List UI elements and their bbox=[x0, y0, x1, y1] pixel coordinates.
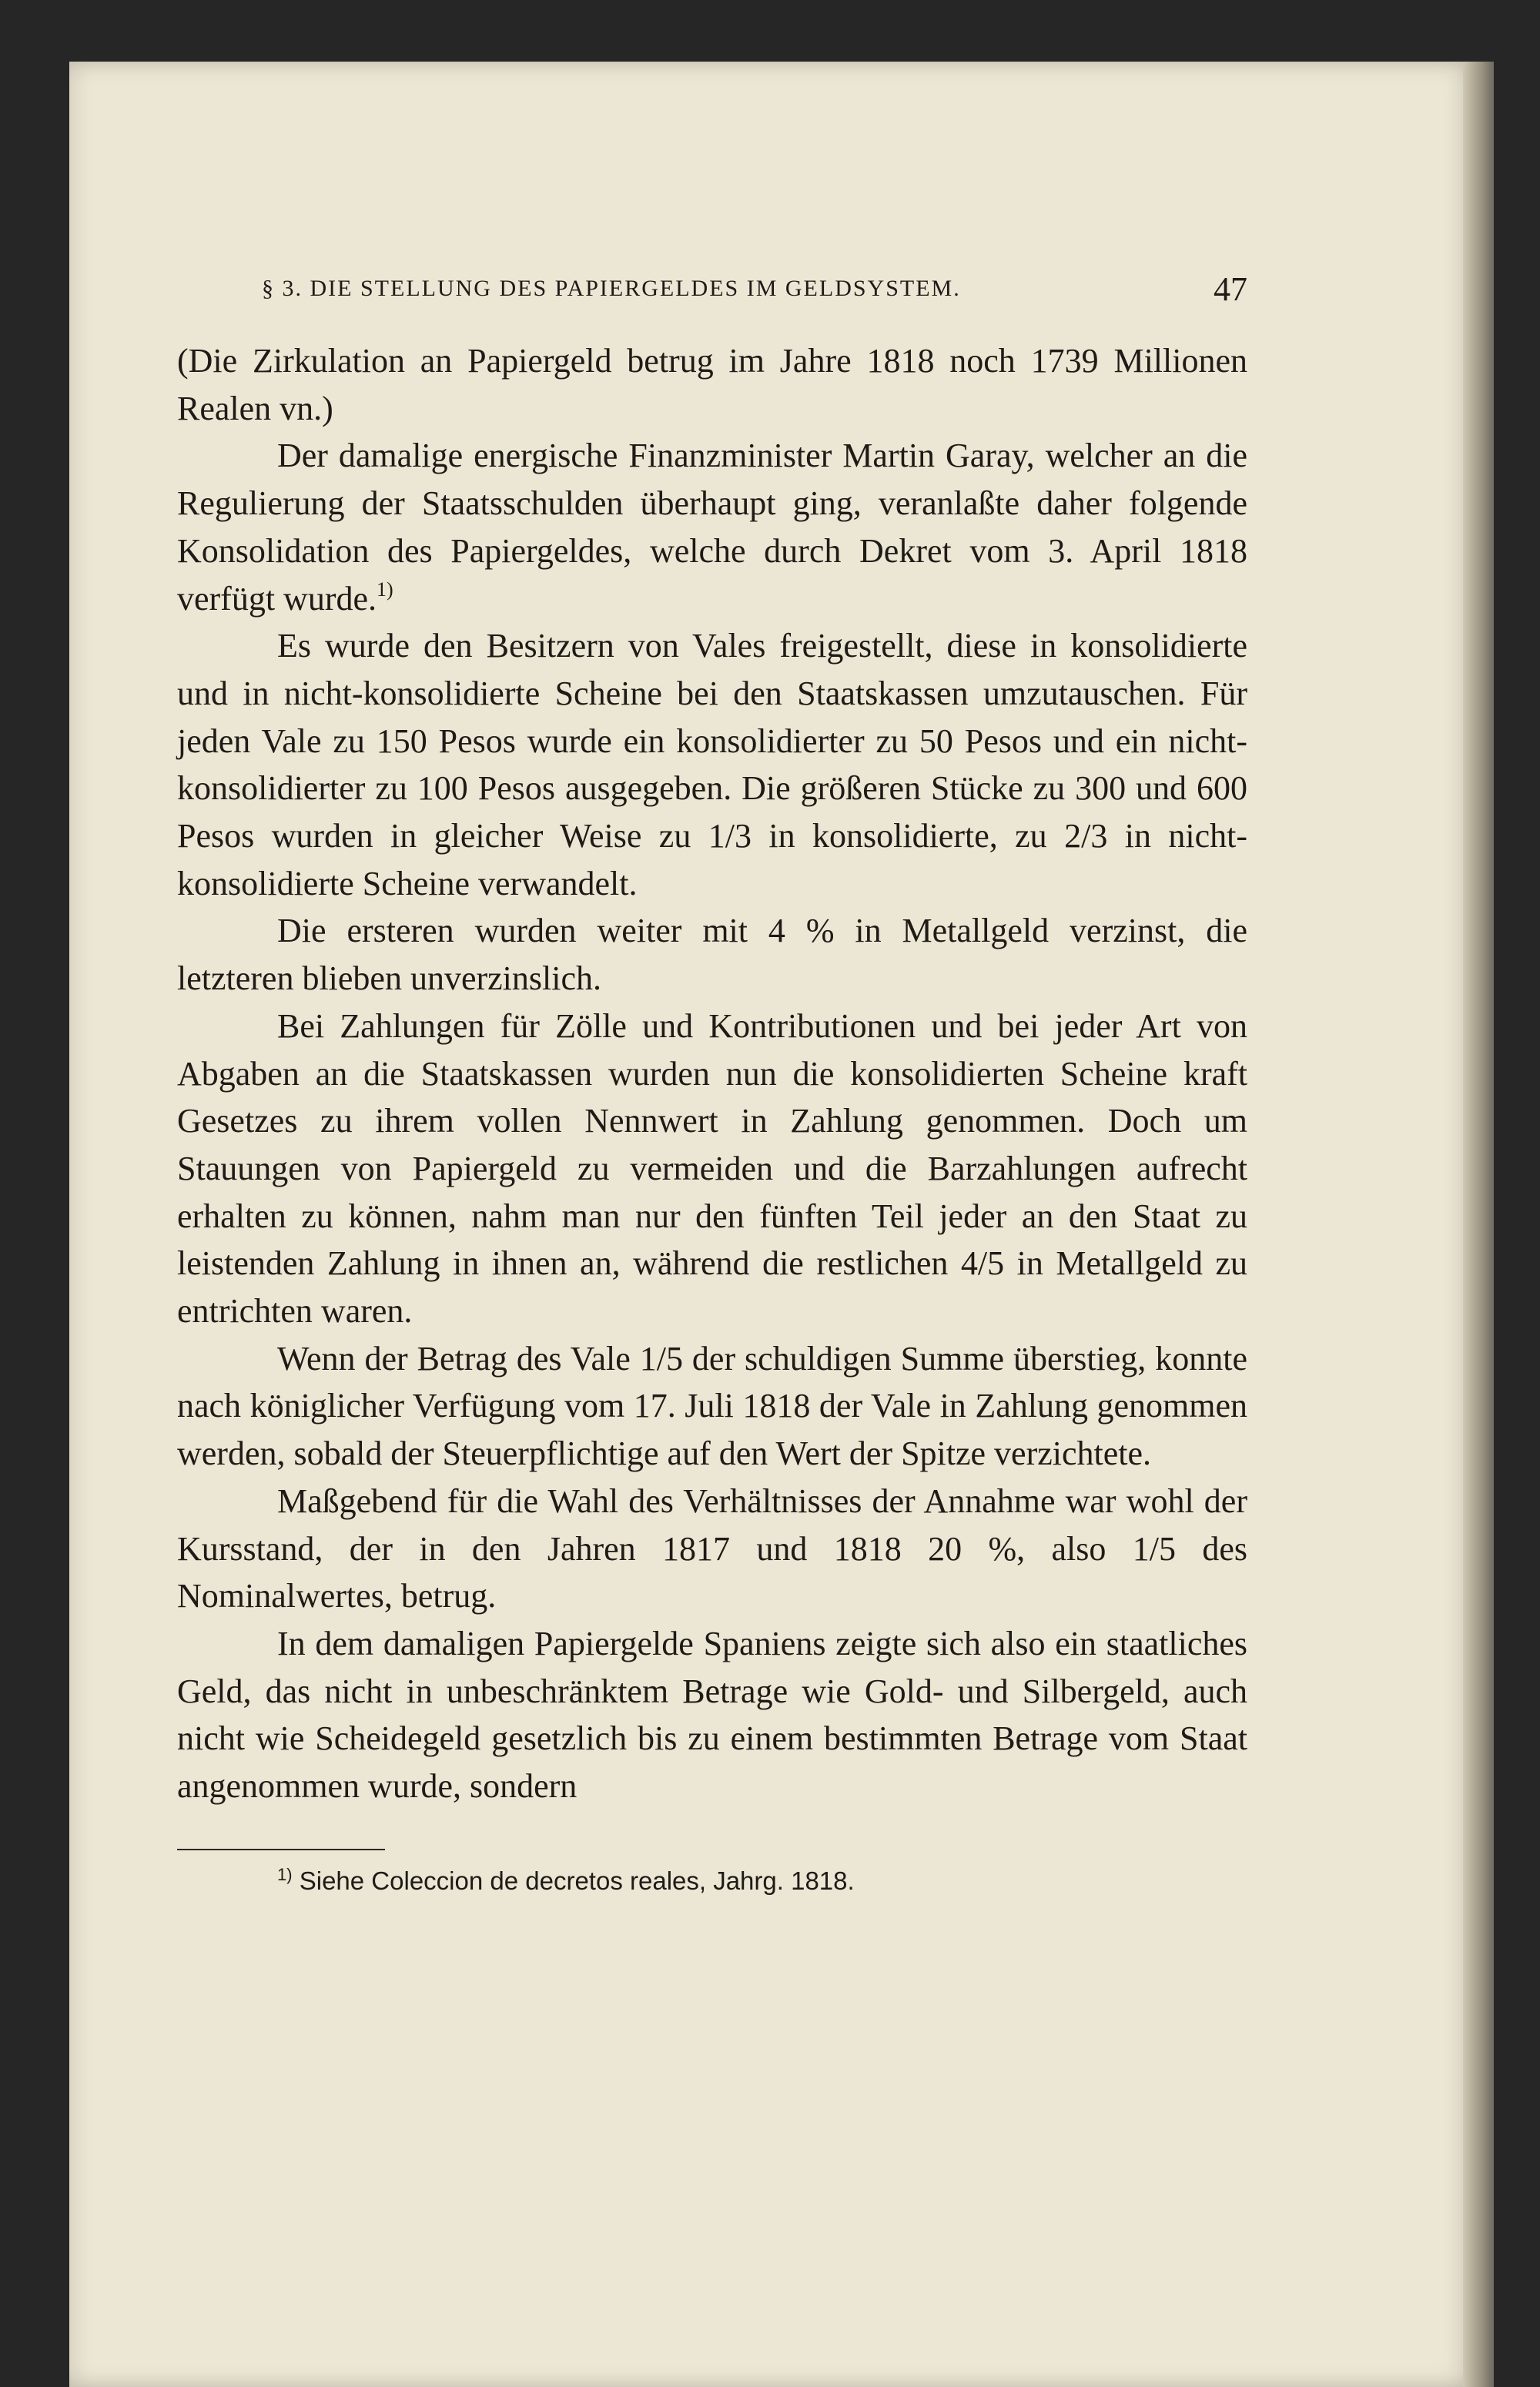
paragraph: Die ersteren wurden weiter mit 4 % in Metallgeld verzinst, die letzteren blieben unverzinslich. bbox=[177, 912, 1247, 998]
body-text bbox=[177, 337, 1247, 1810]
paragraph: Wenn der Betrag des Vale 1/5 der schuldigen Summe überstieg, konnte nach königlicher Verfügung vom 17. Juli 1818 der Vale in Zahlung genommen werden, sobald der Steuerpflichtige auf den Wert der Spitze verzichtete. bbox=[177, 1339, 1247, 1473]
paragraph: Es wurde den Besitzern von Vales freigestellt, diese in konsolidierte und in nicht-konsolidierte Scheine bei den Staatskassen umzutauschen. Für jeden Vale zu 150 Pesos wurde ein konsolidierter zu 50 Pesos und ein nicht-konsolidierter zu 100 Pesos ausgegeben. Die größeren Stücke zu 300 und 600 Pesos wurden in gleicher Weise zu 1/3 in konsolidierte, zu 2/3 in nicht-konsolidierte Scheine verwandelt. bbox=[177, 627, 1247, 902]
paragraph bbox=[177, 432, 1247, 622]
paragraph-text: Der damalige energische Finanzminister Martin Garay, welcher an die Regulierung der Staatsschulden überhaupt ging, veranlaßte daher folgende Konsolidation des Papiergeldes, welche durch Dekret vom 3. April 1818 verfügt wurde. bbox=[177, 437, 1247, 618]
page-content bbox=[177, 270, 1247, 1898]
footnote-text: Siehe Coleccion de decretos reales, Jahrg. 1818. bbox=[299, 1866, 855, 1895]
paragraph: In dem damaligen Papiergelde Spaniens zeigte sich also ein staatliches Geld, das nicht in unbeschränktem Betrage wie Gold- und Silbergeld, auch nicht wie Scheidegeld gesetzlich bis zu einem bestimmten Betrage vom Staat angenommen wurde, sondern bbox=[177, 1624, 1247, 1806]
running-header-title: § 3. DIE STELLUNG DES PAPIERGELDES IM GELDSYSTEM. bbox=[262, 276, 961, 301]
footnote-marker: 1) bbox=[277, 1864, 293, 1884]
footnote-divider bbox=[177, 1849, 385, 1850]
running-header bbox=[177, 270, 1247, 323]
paragraph: Bei Zahlungen für Zölle und Kontributionen und bei jeder Art von Abgaben an die Staatskassen wurden nun die konsolidierten Scheine kraft Gesetzes zu ihrem vollen Nennwert in Zahlung genommen. Doch um Stauungen von Papiergeld zu vermeiden und die Barzahlungen aufrecht erhalten zu können, nahm man nur den fünften Teil jeder an den Staat zu leistenden Zahlung in ihnen an, während die restlichen 4/5 in Metallgeld zu entrichten waren. bbox=[177, 1006, 1247, 1331]
footnote-reference: 1) bbox=[377, 578, 393, 601]
page-edge-shadow bbox=[1463, 62, 1494, 2387]
paragraph: Maßgebend für die Wahl des Verhältnisses der Annahme war wohl der Kursstand, der in den Jahren 1817 und 1818 20 %, also 1/5 des Nominalwertes, betrug. bbox=[177, 1481, 1247, 1615]
footnote bbox=[177, 1864, 1247, 1898]
page-number: 47 bbox=[1214, 270, 1247, 308]
paragraph: (Die Zirkulation an Papiergeld betrug im Jahre 1818 noch 1739 Millionen Realen vn.) bbox=[177, 342, 1247, 427]
